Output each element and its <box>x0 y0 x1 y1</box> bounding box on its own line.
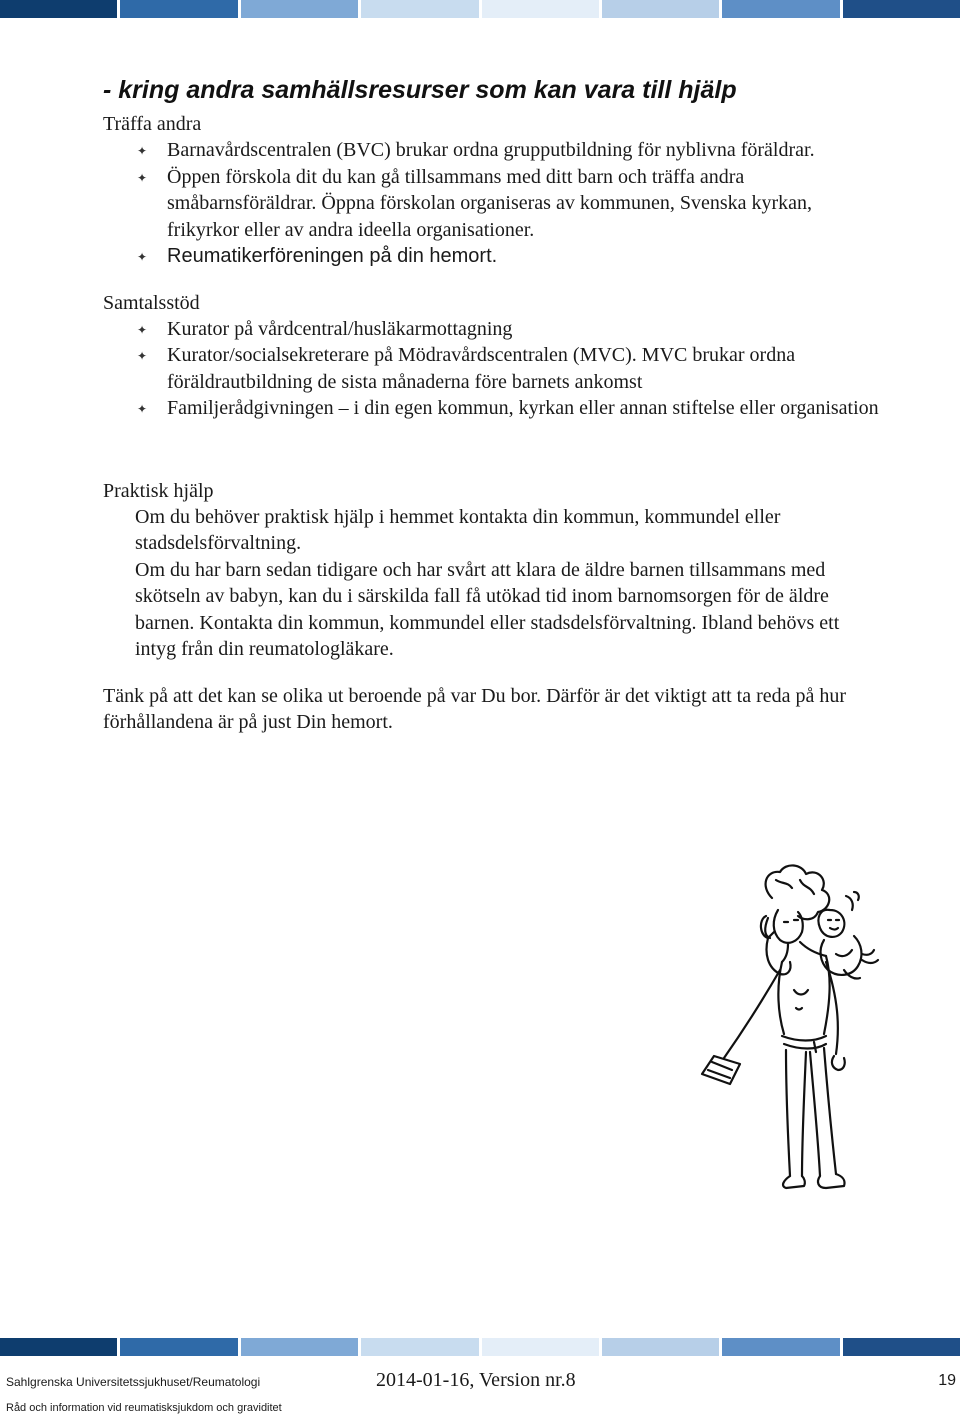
band-segment <box>843 1338 960 1356</box>
band-segment <box>0 1338 117 1356</box>
list-item <box>103 395 883 422</box>
band-segment <box>120 1338 237 1356</box>
band-segment <box>120 0 237 18</box>
band-segment <box>482 0 599 18</box>
section-title-talk: Samtalsstöd <box>103 291 200 314</box>
list-item-text: Kurator på vårdcentral/husläkarmottagning <box>167 317 513 340</box>
band-segment <box>241 1338 358 1356</box>
top-color-band <box>0 0 960 18</box>
bullet-icon: ✦ <box>137 250 148 264</box>
footer-institution: Sahlgrenska Universitetssjukhuset/Reumatologi <box>6 1375 261 1389</box>
page-number: 19 <box>938 1372 956 1389</box>
bullet-icon: ✦ <box>137 349 148 363</box>
list-item <box>103 164 883 244</box>
list-item-text: Reumatikerföreningen på din hemort. <box>167 245 498 267</box>
list-item-text: Familjerådgivningen – i din egen kommun, kyrkan eller annan stiftelse eller organisation <box>167 397 879 419</box>
list-item <box>103 243 883 270</box>
list-item-text: Kurator/socialsekreterare på Mödravårdscentralen (MVC). MVC brukar ordna föräldrautbildning de sista månaderna före barnets ankomst <box>167 344 796 393</box>
list-item <box>103 316 883 343</box>
section-title-meet: Träffa andra <box>103 113 202 135</box>
band-segment <box>722 0 839 18</box>
closing-paragraph: Tänk på att det kan se olika ut beroende på var Du bor. Därför är det viktigt att ta reda på hur förhållandena är på just Din hemort. <box>103 684 847 733</box>
section-title-help: Praktisk hjälp <box>103 479 214 502</box>
band-segment <box>722 1338 839 1356</box>
bullet-icon: ✦ <box>137 322 148 337</box>
list-item <box>103 137 883 164</box>
band-segment <box>602 1338 719 1356</box>
band-segment <box>361 0 478 18</box>
list-item <box>103 342 883 395</box>
band-segment <box>843 0 960 18</box>
list-item-text: Barnavårdscentralen (BVC) brukar ordna grupputbildning för nyblivna föräldrar. <box>167 139 815 161</box>
band-segment <box>0 0 117 18</box>
page-content <box>103 76 883 736</box>
help-paragraph-1: Om du behöver praktisk hjälp i hemmet kontakta din kommun, kommundel eller stadsdelsförvaltning. <box>135 505 781 554</box>
bullet-icon: ✦ <box>137 170 148 185</box>
page-footer <box>0 1356 960 1418</box>
bottom-color-band <box>0 1338 960 1356</box>
footer-date-version: 2014-01-16, Version nr.8 <box>376 1369 576 1391</box>
footer-subtitle: Råd och information vid reumatisksjukdom och graviditet <box>6 1402 282 1414</box>
band-segment <box>361 1338 478 1356</box>
band-segment <box>602 0 719 18</box>
band-segment <box>241 0 358 18</box>
page-heading: - kring andra samhällsresurser som kan vara till hjälp <box>103 76 737 104</box>
talk-list <box>103 316 883 422</box>
bullet-icon: ✦ <box>137 144 148 158</box>
bullet-icon: ✦ <box>137 402 148 416</box>
band-segment <box>482 1338 599 1356</box>
list-item-text: Öppen förskola dit du kan gå tillsammans med ditt barn och träffa andra småbarnsföräldrar. Öppna förskolan organiseras av kommunen, Svenska kyrkan, frikyrkor eller av andra ideella organisationer. <box>167 165 813 241</box>
meet-list <box>103 137 883 270</box>
mother-with-baby-illustration <box>668 858 898 1198</box>
help-paragraph-2: Om du har barn sedan tidigare och har svårt att klara de äldre barnen tillsammans med skötseln av babyn, kan du i särskilda fall få utökad tid inom barnomsorgen för de äldre barnen. Kontakta din kommun, kommundel eller stadsdelsförvaltning. Ibland behövs ett intyg från din reumatologläkare. <box>135 558 840 660</box>
